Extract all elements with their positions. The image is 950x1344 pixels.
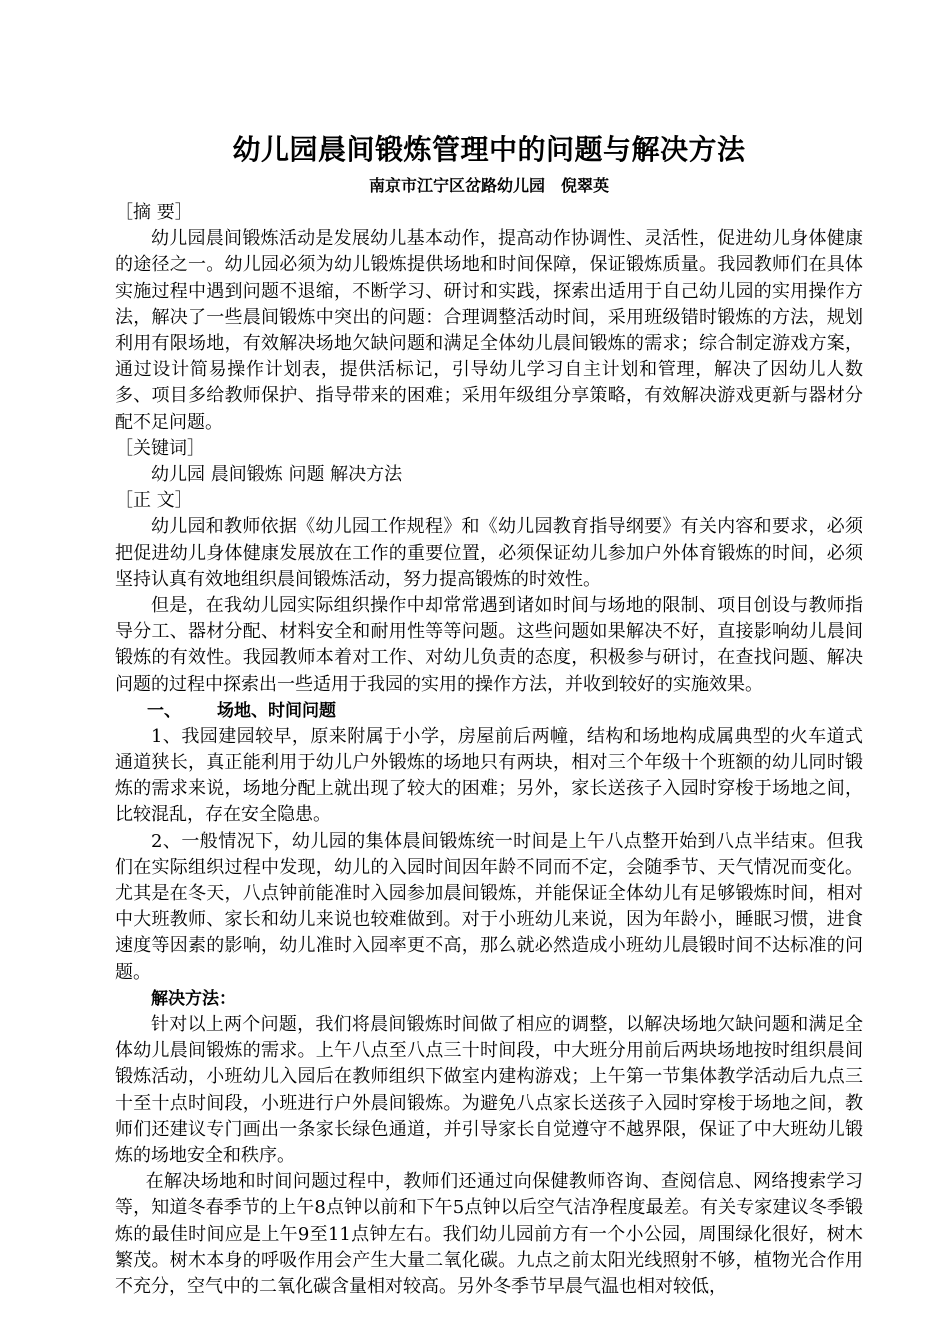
body-label: ［正 文］ bbox=[115, 490, 193, 512]
section-heading bbox=[115, 698, 863, 724]
body-paragraph: 2、一般情况下，幼儿园的集体晨间锻炼统一时间是上午八点整开始到八点半结束。但我们在实际组织过程中发现，幼儿的入园时间因年龄不同而不定，会随季节、天气情况而变化。尤其是在冬天，八点钟前能准时入园参加晨间锻炼，并能保证全体幼儿有足够锻炼时间，相对中大班教师、家长和幼儿来说也较难做到。对于小班幼儿来说，因为年龄小，睡眠习惯，进食速度等因素的影响，幼儿准时入园率更不高，那么就必然造成小班幼儿晨锻时间不达标准的问题。 bbox=[115, 830, 863, 983]
solution-heading: 解决方法： bbox=[151, 988, 236, 1009]
document-page bbox=[115, 120, 863, 1300]
body-paragraph: 在解决场地和时间问题过程中，教师们还通过向保健教师咨询、查阅信息、网络搜索学习等，知道冬春季节的上午8点钟以前和下午5点钟以后空气洁净程度最差。有关专家建议冬季锻炼的最佳时间应是上午9至11点钟左右。我们幼儿园前方有一个小公园，周围绿化很好，树木繁茂。树木本身的呼吸作用会产生大量二氧化碳。九点之前太阳光线照射不够，植物光合作用不充分，空气中的二氧化碳含量相对较高。另外冬季节早晨气温也相对较低， bbox=[115, 1171, 863, 1297]
body-paragraph: 但是，在我幼儿园实际组织操作中却常常遇到诸如时间与场地的限制、项目创设与教师指导分工、器材分配、材料安全和耐用性等等问题。这些问题如果解决不好，直接影响幼儿晨间锻炼的有效性。我园教师本着对工作、对幼儿负责的态度，积极参与研讨，在查找问题、解决问题的过程中探索出一些适用于我园的实用的操作方法，并收到较好的实施效果。 bbox=[115, 595, 863, 695]
body-paragraph: 幼儿园和教师依据《幼儿园工作规程》和《幼儿园教育指导纲要》有关内容和要求，必须把促进幼儿身体健康发展放在工作的重要位置，必须保证幼儿参加户外体育锻炼的时间，必须坚持认真有效地组织晨间锻炼活动，努力提高锻炼的时效性。 bbox=[115, 516, 863, 590]
body-paragraph: 针对以上两个问题，我们将晨间锻炼时间做了相应的调整，以解决场地欠缺问题和满足全体幼儿晨间锻炼的需求。上午八点至八点三十时间段，中大班分用前后两块场地按时组织晨间锻炼活动，小班幼儿入园后在教师组织下做室内建构游戏；上午第一节集体教学活动后九点三十至十点时间段，小班进行户外晨间锻炼。为避免八点家长送孩子入园时穿梭于场地之间，教师们还建议专门画出一条家长绿色通道，并引导家长自觉遵守不越界限，保证了中大班幼儿锻炼的场地安全和秩序。 bbox=[115, 1013, 863, 1166]
document-title: 幼儿园晨间锻炼管理中的问题与解决方法 bbox=[232, 133, 746, 166]
section-heading-text: 场地、时间问题 bbox=[217, 700, 336, 721]
body-paragraph: 1、我园建园较早，原来附属于小学，房屋前后两幢，结构和场地构成属典型的火车道式通道狭长，真正能利用于幼儿户外锻炼的场地只有两块，相对三个年级十个班额的幼儿同时锻炼的需求来说，场地分配上就出现了较大的困难；另外，家长送孩子入园时穿梭于场地之间，比较混乱，存在安全隐患。 bbox=[115, 725, 863, 826]
document-author: 南京市江宁区岔路幼儿园 倪翠英 bbox=[368, 176, 609, 195]
section-heading-number: 一、 bbox=[147, 700, 181, 721]
keywords-label: ［关键词］ bbox=[115, 437, 205, 459]
keywords-text: 幼儿园 晨间锻炼 问题 解决方法 bbox=[151, 464, 403, 486]
abstract-label: ［摘 要］ bbox=[115, 202, 193, 223]
abstract-text: 幼儿园晨间锻炼活动是发展幼儿基本动作，提高动作协调性、灵活性，促进幼儿身体健康的途径之一。幼儿园必须为幼儿锻炼提供场地和时间保障，保证锻炼质量。我园教师们在具体实施过程中遇到问题不退缩，不断学习、研讨和实践，探索出适用于自己幼儿园的实用操作方法，解决了一些晨间锻炼中突出的问题：合理调整活动时间，采用班级错时锻炼的方法，规划利用有限场地，有效解决场地欠缺问题和满足全体幼儿晨间锻炼的需求；综合制定游戏方案，通过设计简易操作计划表，提供活标记，引导幼儿学习自主计划和管理，解决了因幼儿人数多、项目多给教师保护、指导带来的困难；采用年级组分享策略，有效解决游戏更新与器材分配不足问题。 bbox=[115, 228, 863, 433]
